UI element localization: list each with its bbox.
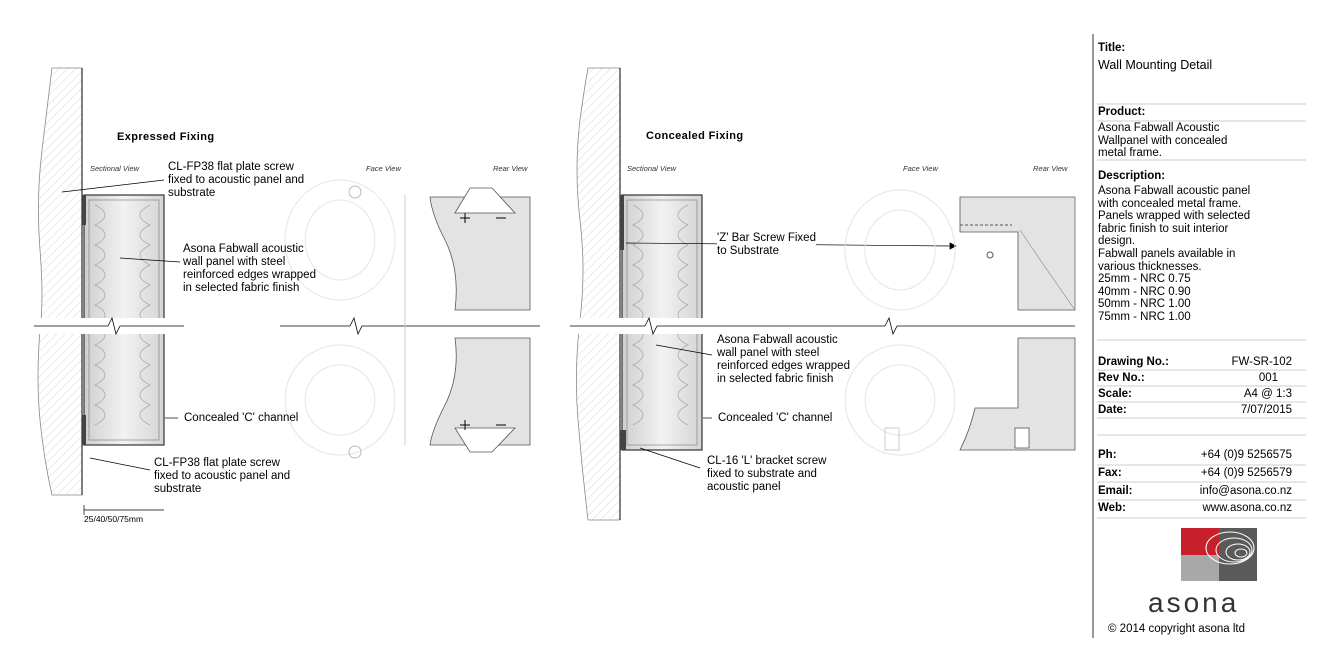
- fax-row: [1098, 467, 1292, 479]
- line: wall panel with steel: [183, 256, 286, 268]
- title-label: Title:: [1098, 42, 1126, 54]
- line: Asona Fabwall Acoustic: [1098, 122, 1220, 134]
- line: Panels wrapped with selected: [1098, 210, 1251, 223]
- line: fixed to acoustic panel and: [168, 174, 305, 186]
- scale-value: A4 @ 1:3: [1243, 388, 1292, 400]
- copyright: © 2014 copyright asona ltd: [1108, 623, 1245, 635]
- email-value[interactable]: info@asona.co.nz: [1199, 485, 1292, 497]
- line: fixed to substrate and: [707, 468, 817, 480]
- concealed-rear-view: [960, 197, 1075, 450]
- line: 75mm - NRC 1.00: [1098, 310, 1191, 323]
- expressed-rear-view: [430, 188, 530, 452]
- rev-value: 001: [1258, 372, 1278, 384]
- line: Fabwall panels available in: [1098, 247, 1236, 260]
- concealed-rear-view-label: Rear View: [1033, 164, 1068, 173]
- description-label: Description:: [1098, 170, 1166, 182]
- concealed-substrate-wall: [576, 68, 620, 520]
- description-value: [1098, 185, 1250, 324]
- asona-logo-text: asona: [1148, 587, 1240, 618]
- expressed-heading: Expressed Fixing: [117, 131, 215, 143]
- line: various thicknesses.: [1098, 260, 1202, 273]
- line: design.: [1098, 235, 1136, 248]
- line: fabric finish to suit interior: [1098, 222, 1229, 235]
- line: to Substrate: [717, 245, 780, 257]
- web-row: [1098, 502, 1292, 514]
- line: CL-16 'L' bracket screw: [707, 455, 827, 467]
- line: in selected fabric finish: [183, 282, 300, 294]
- line: fixed to acoustic panel and: [154, 470, 291, 482]
- title-value: Wall Mounting Detail: [1098, 58, 1213, 72]
- line: wall panel with steel: [717, 347, 820, 359]
- concealed-sectional-view-label: Sectional View: [627, 164, 677, 173]
- expressed-face-view: [285, 180, 405, 458]
- expressed-dimension-label: 25/40/50/75mm: [84, 514, 144, 524]
- line: 'Z' Bar Screw Fixed: [717, 232, 816, 244]
- fax-value: +64 (0)9 5256579: [1200, 467, 1292, 479]
- concealed-panel-label: [717, 334, 850, 386]
- expressed-break-line: [34, 318, 540, 334]
- drawing-no-row: [1098, 356, 1292, 368]
- web-label: Web:: [1098, 502, 1126, 514]
- drawing-no-value: FW-SR-102: [1231, 356, 1292, 368]
- email-label: Email:: [1098, 485, 1133, 497]
- date-row: [1098, 404, 1292, 416]
- web-value[interactable]: www.asona.co.nz: [1202, 502, 1292, 514]
- scale-label: Scale:: [1098, 388, 1132, 400]
- concealed-zbar-label: [717, 232, 816, 258]
- line: 50mm - NRC 1.00: [1098, 298, 1191, 311]
- rev-row: [1098, 372, 1292, 384]
- expressed-face-view-label: Face View: [366, 164, 401, 173]
- line: CL-FP38 flat plate screw: [168, 161, 294, 173]
- line: Wallpanel with concealed: [1098, 134, 1228, 147]
- line: in selected fabric finish: [717, 373, 834, 385]
- scale-row: [1098, 388, 1292, 400]
- line: reinforced edges wrapped: [717, 360, 850, 372]
- concealed-break-line: [570, 318, 1075, 334]
- title-block: [1094, 34, 1306, 638]
- date-value: 7/07/2015: [1240, 404, 1292, 416]
- line: Asona Fabwall acoustic panel: [1098, 185, 1251, 197]
- rev-label: Rev No.:: [1098, 372, 1145, 384]
- line: 40mm - NRC 0.90: [1098, 285, 1191, 298]
- concealed-face-view: [845, 190, 955, 455]
- phone-row: [1098, 449, 1292, 461]
- expressed-panel-label: [183, 243, 316, 295]
- line: substrate: [168, 187, 216, 199]
- expressed-substrate-wall: [38, 68, 82, 495]
- phone-value: +64 (0)9 5256575: [1200, 449, 1292, 461]
- product-label: Product:: [1098, 106, 1146, 118]
- line: reinforced edges wrapped: [183, 269, 316, 281]
- expressed-screw-bottom-label: [154, 457, 290, 496]
- line: acoustic panel: [707, 481, 781, 493]
- fax-label: Fax:: [1098, 467, 1122, 479]
- concealed-bracket-label: [707, 455, 826, 494]
- line: Asona Fabwall acoustic: [183, 243, 304, 255]
- expressed-sectional-view-label: Sectional View: [90, 164, 140, 173]
- line: with concealed metal frame.: [1098, 197, 1242, 210]
- expressed-screw-top-label: [168, 161, 304, 200]
- date-label: Date:: [1098, 404, 1127, 416]
- expressed-rear-view-label: Rear View: [493, 164, 528, 173]
- concealed-heading: Concealed Fixing: [646, 130, 744, 142]
- phone-label: Ph:: [1098, 449, 1117, 461]
- product-value: [1098, 122, 1227, 160]
- line: Asona Fabwall acoustic: [717, 334, 838, 346]
- drawing-no-label: Drawing No.:: [1098, 356, 1169, 368]
- concealed-face-view-label: Face View: [903, 164, 938, 173]
- expressed-channel-label: Concealed 'C' channel: [184, 412, 299, 424]
- line: metal frame.: [1098, 147, 1162, 160]
- line: 25mm - NRC 0.75: [1098, 273, 1191, 286]
- line: substrate: [154, 483, 202, 495]
- line: CL-FP38 flat plate screw: [154, 457, 280, 469]
- email-row: [1098, 485, 1292, 497]
- concealed-channel-label: Concealed 'C' channel: [718, 412, 833, 424]
